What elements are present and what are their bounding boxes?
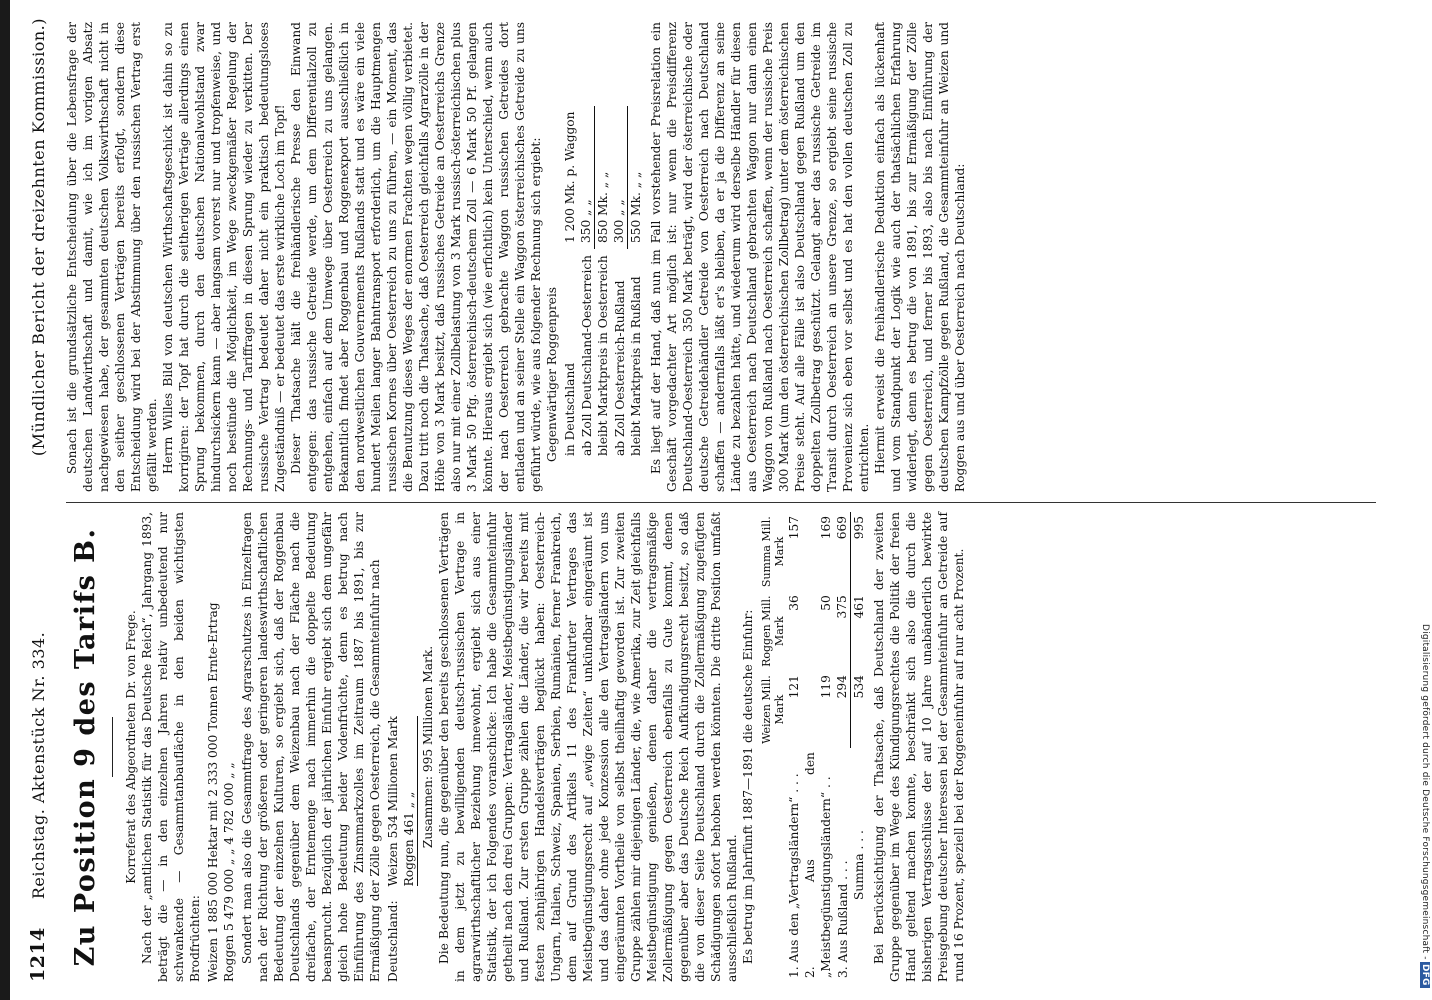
table-header-row	[760, 512, 786, 982]
import-label: Deutschland:	[386, 900, 400, 982]
column-divider	[66, 502, 1376, 503]
paragraph: Es betrug im Jahrfünft 1887—1891 die deutsche Einfuhr:	[741, 609, 755, 964]
table-total-row	[851, 512, 868, 982]
area-value: 1 885 000 Hektar mit 2 333 000 Tonnen Ernte-Ertrag	[206, 602, 220, 934]
cell-sum: 169	[819, 516, 833, 540]
price-label: in Deutschland	[563, 362, 577, 456]
table-row	[786, 512, 802, 982]
cell-wheat: 294	[835, 675, 849, 699]
paragraph: Sondert man also die Gesammtfrage des Agrarschutzes in Einzelfragen nach der Richtung der größeren oder geringeren landeswirthschaftlichen Bedeutung der einzelnen Kulturen, so ergiebt sich, daß der Roggenbau Deutschlands gegenüber dem Weizenbau nach der Fläche nach die dreifache, der Erntemenge nach immerhin die doppelte Bedeutung beansprucht. Bezüglich der jährlichen Einfuhr ergiebt sich dem ungefähr gleich hohe Bedeutung beider Vodenfrüchte, denn es betrug nach Einführung des Zinsmmarkzolles im Zeitraum 1887 bis 1891, bis zur Ermäßigung der Zölle gegen Oesterreich, die Gesammteinfuhr nach	[240, 512, 382, 982]
cell-sum: 669	[835, 516, 849, 540]
price-row	[628, 106, 645, 462]
price-label: bleibt Marktpreis in Oesterreich	[596, 255, 610, 456]
col-header-rye: Roggen Mill. Mark	[760, 595, 786, 667]
digitization-credit	[1414, 8, 1430, 988]
import-wheat: Weizen 534 Millionen Mark	[386, 716, 400, 887]
total-sum: 995	[851, 512, 868, 591]
cell-rye: 375	[835, 595, 849, 619]
price-value: 550 Mk. „ „	[629, 171, 643, 243]
header-left: Reichstag. Aktenstück Nr. 334.	[29, 631, 48, 900]
paragraph: Herrn Willes Bild von deutschen Wirthschaftsgeschick ist dahin so zu korrigiren: der Topf hat durch die seitherigen Verträge allerdings einen Sprung bekommen, durch den deutschen Nationalwohlstand zwar hindurchsickern kann — aber langsam vorerst nur und tropfenweise, und noch bestünde die Möglichkeit, im Wege zweckgemäßer Regelung der Rechnungs- und Tariffragen in diesen Sprung wieder zu verkitten. Der russische Vertrag bedeutet daher nicht ein praktisch bedeutungsloses Zugeständniß — er bedeutet das erste wirkliche Loch im Topf!	[161, 22, 287, 492]
price-label: bleibt Marktpreis in Rußland	[629, 276, 643, 456]
row-label: 3. Aus Rußland . . .	[835, 860, 850, 978]
korreferat-line: Korreferat des Abgeordneten Dr. von Frege.	[124, 610, 138, 884]
column-right	[64, 22, 1384, 492]
table-row	[834, 512, 851, 982]
area-row-rye	[221, 512, 237, 982]
cell-wheat: 119	[819, 675, 833, 699]
cell-rye: 50	[819, 595, 833, 611]
scan-left-edge	[0, 0, 10, 1000]
cell-wheat: 121	[787, 675, 801, 699]
paragraph: Dieser Thatsache hält die freihändlerische Presse den Einwand entgegen: das russische Getreide werde, um dem Differentialzoll zu entgehen, einfach auf dem Umwege über Oesterreich zu uns gelangen. Bekanntlich findet aber Roggenbau und Roggenexport ausschließlich in den nordwestlichen Gouvernements Rußlands statt und es wäre ein viele hundert Meilen langer Bahntransport erforderlich, um die Hauptmengen russischen Kornes über Oesterreich zu uns zu führen, — ein Moment, das die Benutzung dieses Weges der enormen Frachten wegen völlig verbietet. Dazu tritt noch die Thatsache, daß Oesterreich gleichfalls Agrarzölle in der Höhe von 3 Mark besitzt, daß russisches Getreide an Oesterreichs Grenze also nur mit einer Zollbelastung von 3 Mark russisch-österreichischen plus 3 Mark 50 Pfg. österreichisch-deutschem Zoll — 6 Mark 50 Pf. gelangen könnte. Hieraus ergiebt sich (wie erfichtlich) kein Unterschied, wenn auch der nach Oesterreich gebrachte Waggon russischen Getreides dort entladen und an seiner Stelle ein Waggon österreichisches Getreide zu uns geführt würde, wie aus folgender Rechnung sich ergiebt:	[289, 22, 543, 492]
price-value: 850 Mk. „ „	[596, 171, 610, 243]
import-table	[760, 512, 867, 982]
price-row	[611, 106, 628, 462]
total-rye: 461	[851, 591, 868, 671]
col-header-wheat: Weizen Mill. Mark	[760, 675, 786, 744]
column-left	[64, 512, 1384, 982]
paragraph: Bei Berücksichtigung der Thatsache, daß Deutschland der zweiten Gruppe gegenüber im Wege des Kündigungsrechtes die Politik der freien Hand geltend machen konnte, beschränkt sich also die durch die bisherigen Vertragsschlüsse der auf 10 Jahre unabänderlich bewirkte Preisgebung deutscher Interessen bei der Gesammteinfuhr an Getreide auf rund 16 Prozent, speziell bei der Roggeneinfuhr auf nur acht Prozent.	[872, 512, 966, 982]
credit-text: Digitalisierung gefördert durch die Deutsche Forschungsgemeinschaft -	[1420, 623, 1430, 963]
crop-name: Roggen	[222, 934, 236, 982]
import-summary	[385, 512, 418, 982]
total-wheat: 534	[851, 671, 868, 748]
rye-price-heading: Gegenwärtiger Roggenpreis	[545, 286, 559, 462]
table-row	[802, 512, 834, 982]
price-label: ab Zoll Deutschland-Oesterreich	[579, 254, 594, 456]
running-header	[27, 18, 56, 982]
col-header-sum: Summa Mill. Mark	[760, 516, 786, 588]
heading-rule	[112, 717, 113, 777]
total-label: Summa . . .	[852, 830, 866, 900]
price-row	[562, 106, 578, 462]
price-row	[595, 106, 612, 462]
paragraph: Hiermit erweist die freihändlerische Deduktion einfach als lückenhaft und vom Standpunkt der Logik wie auch der thatsächlichen Erfahrung widerlegt, denn es betrug die von 1891, bis zur Ermäßigung der Zölle gegen Oesterreich, und ferner bis 1893, also bis nach Einführung der deutschen Kampfzölle gegen Rußland, die Gesammteinfuhr an Weizen und Roggen aus und über Oesterreich nach Deutschland:	[873, 22, 967, 492]
price-table	[562, 106, 644, 462]
paragraph: Nach der „amtlichen Statistik für das Deutsche Reich“, Jahrgang 1893, beträgt die — in den einzelnen Jahren relativ unbedeutend nur schwankende — Gesammtanbaufläche in den beiden wichtigsten Brodfrüchten:	[140, 512, 202, 982]
paragraph: Es liegt auf der Hand, daß nun im Fall vorstehender Preisrelation ein Geschäft vorgedachter Art möglich ist: nur wenn die Preisdifferenz Deutschland-Oesterreich 350 Mark beträgt, wird der österreichische oder deutsche Getreidehändler Getreide von Oesterreich nach Deutschland schaffen — andernfalls läßt er's bleiben, da er ja die Differenz an seine Lände zu bezahlen hätte, und wiederum wird derselbe Händler für diesen aus Oesterreich nach Deutschland gebrachten Waggon nur dann einen Waggon von Rußland nach Oesterreich schaffen, wenn der russische Preis 300 Mark (um den österreichischen Zollbetrag) unter dem österreichischen Preise steht. Auf alle Fälle ist also Deutschland gegen Rußland um den doppelten Zollbetrag geschützt. Gelangt aber das russische Getreide im Transit durch Oesterreich an unsere Grenze, so ergiebt seine russische Provenienz sich eben vor selbst und es hat den vollen deutschen Zoll zu entrichten.	[649, 22, 871, 492]
header-right: (Mündlicher Bericht der dreizehnten Kommission.)	[29, 18, 48, 457]
paragraph: Die Bedeutung nun, die gegenüber den bereits geschlossenen Verträgen in dem jetzt zu bewilligenden deutsch-russischen Vertrage in agrarwirthschaftlicher Beziehung innewohnt, ergiebt sich aus einer Statistik, der ich Folgendes voranschicke: Ich habe die Gesammteinfuhr getheilt nach den drei Gruppen: Vertragsländer, Meistbegünstigungsländer und Rußland. Zur ersten Gruppe zählen die Länder, die wir bereits mit festen zehnjährigen Handelsverträgen beglückt haben: Oesterreich-Ungarn, Italien, Schweiz, Spanien, Serbien, Rumänien, ferner Frankreich, dem auf Grund des Artikels 11 des Frankfurter Vertrages das Meistbegünstigungsrecht auf „ewige Zeiten“ unkündbar eingeräumt ist und das daher ohne jede Konzession alle den Vertragsländern von uns eingeräumten Vortheile von selbst theilhaftig geworden ist. Zur zweiten Gruppe zählen mir diejenigen Länder, die, wie Amerika, zur Zeit gleichfalls Meistbegünstigung genießen, denen daher die vertragsmäßige Zollermäßigung gegen Oesterreich ebenfalls zu Gute kommt, denen gegenüber aber das Deutsche Reich Aufkündigungsrecht besitzt, so daß die von dieser Seite Deutschland durch die Zollermäßigung zugefügten Schädigungen sofort behoben werden könnten. Die dritte Position umfaßt ausschließlich Rußland.	[437, 512, 739, 982]
row-label: 1. Aus den „Vertragsländern“ . . .	[787, 773, 801, 978]
price-value: 350 „ „	[578, 106, 595, 249]
cell-sum: 157	[787, 516, 801, 540]
price-value: 300 „ „	[611, 106, 628, 249]
price-value: 1 200 Mk. p. Waggon	[563, 111, 577, 243]
price-label: ab Zoll Oesterreich-Rußland	[612, 280, 627, 456]
row-label: 2. Aus den „Meistbegünstigungsländern“ . .	[803, 752, 833, 978]
area-value: 5 479 000 „ „ 4 782 000 „ „	[222, 762, 236, 931]
import-rye: Roggen 461 „ „	[401, 716, 418, 886]
paragraph: Sonach ist die grundsätzliche Entscheidung über die Lebensfrage der deutschen Landwirthschaft und damit, wie ich im vorigen Absatz nachgewiesen habe, der gesammten deutschen Volkswirthschaft nicht in den seither geschlossenen Verträgen bereits erfolgt, sondern diese Entscheidung wird bei der Abstimmung über den russischen Vertrag erst gefällt werden.	[65, 22, 159, 492]
price-row	[578, 106, 595, 462]
area-list	[205, 512, 237, 982]
section-heading: Zu Position 9 des Tarifs B.	[70, 527, 101, 967]
area-row-wheat	[205, 512, 221, 982]
dfg-logo: DFG	[1420, 964, 1430, 986]
page-number: 1214	[27, 927, 49, 982]
rotated-page	[14, 0, 1406, 1000]
cell-rye: 36	[787, 595, 801, 611]
crop-name: Weizen	[206, 937, 220, 982]
import-total: Zusammen: 995 Millionen Mark.	[421, 645, 435, 849]
